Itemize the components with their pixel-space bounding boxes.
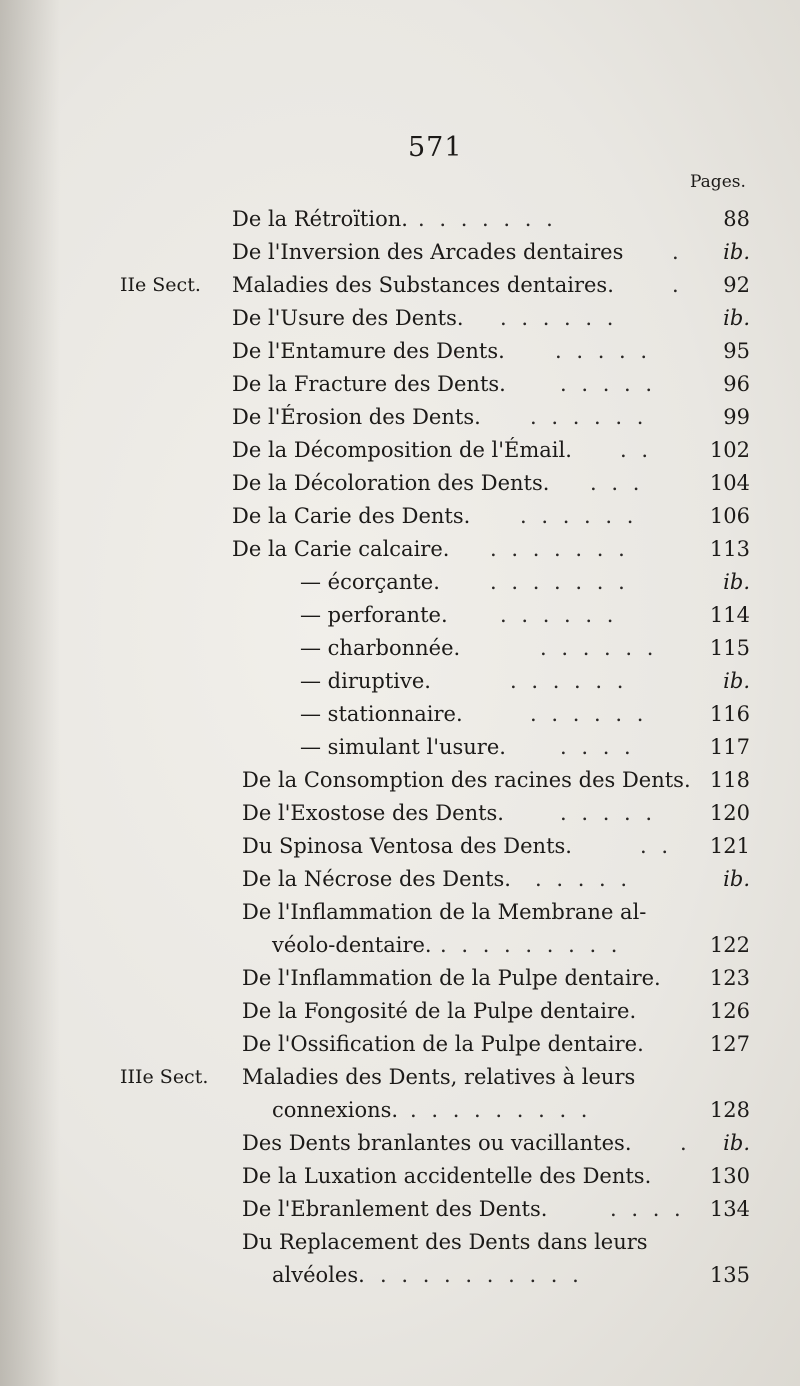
page-reference: 130 [709,1164,750,1188]
toc-entry [0,994,800,1028]
entry-title: De l'Inversion des Arcades dentaires [232,240,624,264]
page-reference: ib. [723,240,750,264]
leader-dots: . [680,1131,691,1155]
entry-title: De l'Usure des Dents. [232,306,464,330]
toc-entry [0,1027,800,1061]
leader-dots: . [672,273,683,297]
entry-title: De la Décoloration des Dents. [232,471,550,495]
toc-entry [0,301,800,335]
page-reference: 116 [709,702,750,726]
page-reference: 104 [709,471,750,495]
entry-title: — charbonnée. [300,636,461,660]
page-reference: 120 [709,801,750,825]
page-reference: ib. [723,306,750,330]
entry-title: Maladies des Substances dentaires. [232,273,614,297]
entry-title: De la Fongosité de la Pulpe dentaire. [242,999,637,1023]
toc-entry [0,565,800,599]
entry-title: — stationnaire. [300,702,463,726]
leader-dots: . . . . . [555,339,652,363]
page-reference: 95 [723,339,750,363]
page-reference: 106 [709,504,750,528]
page-reference: ib. [723,669,750,693]
entry-title: De l'Exostose des Dents. [242,801,504,825]
leader-dots: . . . . . [560,372,657,396]
entry-title: De la Fracture des Dents. [232,372,506,396]
page-reference: 135 [709,1263,750,1287]
toc-entry [0,400,800,434]
leader-dots: . . [620,438,653,462]
page-reference: 96 [723,372,750,396]
leader-dots: . . . . [610,1197,685,1221]
toc-entry [0,697,800,731]
toc-entry [0,1093,800,1127]
leader-dots: . . . . . . . [490,570,629,594]
toc-entry [0,1126,800,1160]
page-reference: 115 [709,636,750,660]
leader-dots: . . . . . . [530,405,648,429]
toc-entry [0,763,800,797]
toc-entry [0,961,800,995]
toc-entry [0,928,800,962]
toc-entry [0,796,800,830]
entry-title: alvéoles. [272,1263,365,1287]
page-number: 571 [408,132,463,163]
leader-dots: . . . . . . [540,636,658,660]
toc-entry [0,334,800,368]
entry-title: De la Consomption des racines des Dents. [242,768,691,792]
toc-entry [0,268,800,302]
leader-dots: . . . . . . . . . . [380,1263,583,1287]
toc-entry [0,235,800,269]
page-reference: 128 [709,1098,750,1122]
leader-dots: . . . . . . [500,603,618,627]
entry-title: Du Spinosa Ventosa des Dents. [242,834,572,858]
leader-dots: . . . . . . . . . [440,933,622,957]
section-label: IIIe Sect. [120,1066,209,1088]
toc-entry [0,1192,800,1226]
entry-title: Des Dents branlantes ou vacillantes. [242,1131,632,1155]
page-reference: 102 [709,438,750,462]
toc-entry [0,1258,800,1292]
toc-entry [0,532,800,566]
page-reference: 126 [709,999,750,1023]
entry-title: — écorçante. [300,570,440,594]
entry-title: De l'Ebranlement des Dents. [242,1197,548,1221]
page-reference: 118 [709,768,750,792]
entry-title: Maladies des Dents, relatives à leurs [242,1065,636,1089]
entry-title: De la Carie calcaire. [232,537,450,561]
toc-entry [0,664,800,698]
entry-title: véolo-dentaire. [272,933,432,957]
leader-dots: . . . . . . [500,306,618,330]
page-reference: ib. [723,867,750,891]
entry-title: connexions. [272,1098,399,1122]
entry-title: De la Luxation accidentelle des Dents. [242,1164,652,1188]
leader-dots: . . . . . . . [490,537,629,561]
page-reference: ib. [723,1131,750,1155]
page-reference: 113 [709,537,750,561]
toc-entry [0,466,800,500]
toc-entry [0,631,800,665]
page-reference: 123 [709,966,750,990]
page-reference: 117 [709,735,750,759]
page-reference: 88 [723,207,750,231]
leader-dots: . . . . . . . [418,207,557,231]
entry-title: De la Carie des Dents. [232,504,471,528]
toc-entry [0,598,800,632]
entry-title: De l'Inflammation de la Pulpe dentaire. [242,966,661,990]
section-label: IIe Sect. [120,274,201,296]
page-reference: 99 [723,405,750,429]
entry-title: — diruptive. [300,669,431,693]
entry-title: De la Nécrose des Dents. [242,867,511,891]
entry-title: — perforante. [300,603,448,627]
leader-dots: . . . . [560,735,635,759]
entry-title: Du Replacement des Dents dans leurs [242,1230,648,1254]
page-reference: 114 [709,603,750,627]
leader-dots: . . . [590,471,644,495]
toc-entry [0,1060,800,1094]
toc-entry [0,1159,800,1193]
page-reference: 92 [723,273,750,297]
leader-dots: . . . . . . [530,702,648,726]
toc-entry [0,895,800,929]
entry-title: De l'Inflammation de la Membrane al- [242,900,647,924]
leader-dots: . [672,240,683,264]
entry-title: De la Rétroïtion. [232,207,408,231]
leader-dots: . . . . . . [520,504,638,528]
page-reference: 134 [709,1197,750,1221]
toc-entry [0,202,800,236]
leader-dots: . . . . . [560,801,657,825]
page-reference: ib. [723,570,750,594]
leader-dots: . . [640,834,673,858]
entry-title: De la Décomposition de l'Émail. [232,438,572,462]
entry-title: De l'Ossification de la Pulpe dentaire. [242,1032,644,1056]
page-reference: 122 [709,933,750,957]
page-reference: 121 [709,834,750,858]
toc-entry [0,829,800,863]
toc-entry [0,730,800,764]
leader-dots: . . . . . [535,867,632,891]
toc-entry [0,862,800,896]
toc-entry [0,433,800,467]
leader-dots: . . . . . . [510,669,628,693]
entry-title: De l'Entamure des Dents. [232,339,505,363]
toc-entry [0,499,800,533]
entry-title: — simulant l'usure. [300,735,506,759]
toc-entry [0,1225,800,1259]
toc-entry [0,367,800,401]
pages-column-label: Pages. [690,172,746,192]
leader-dots: . . . . . . . . . [410,1098,592,1122]
entry-title: De l'Érosion des Dents. [232,405,481,429]
page-reference: 127 [709,1032,750,1056]
